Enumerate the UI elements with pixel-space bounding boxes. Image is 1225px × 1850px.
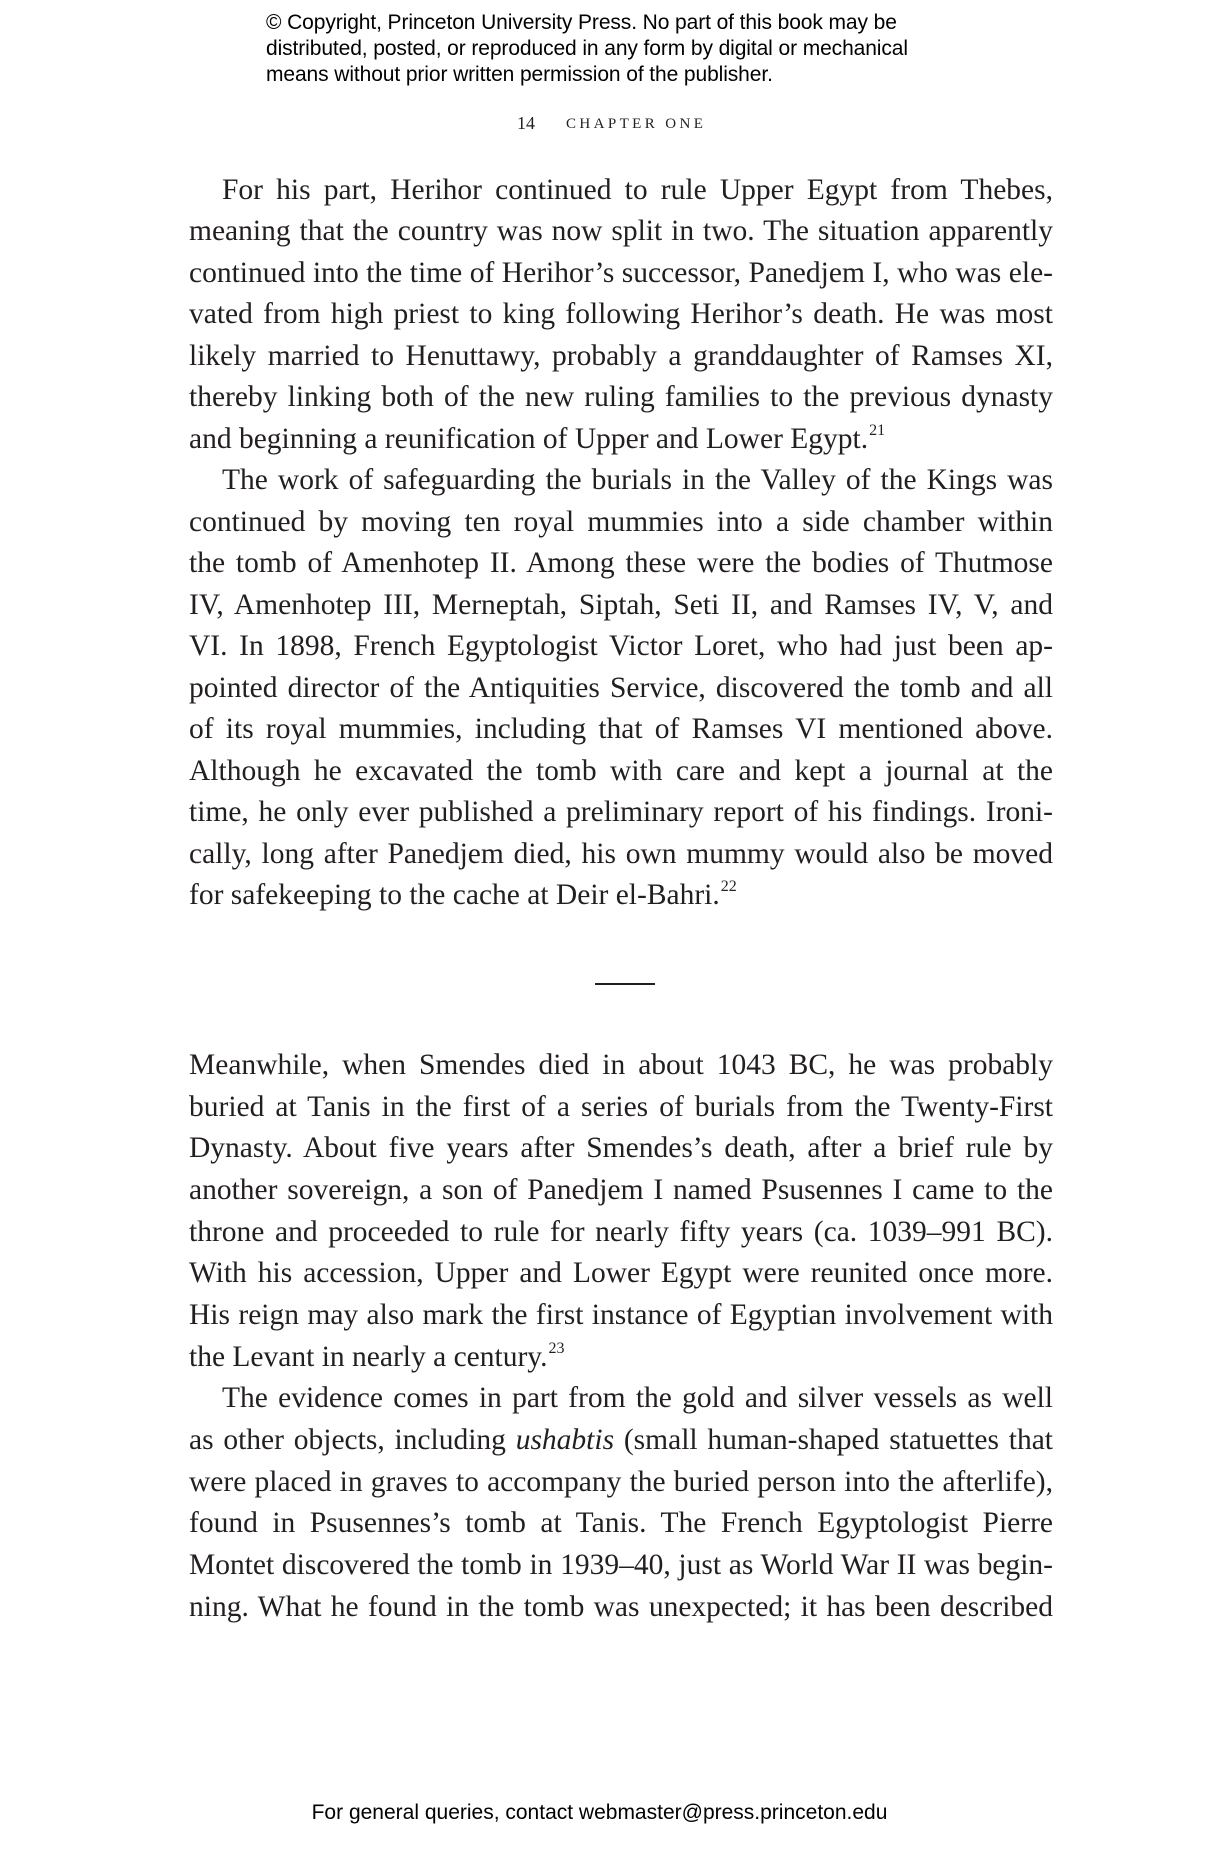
copyright-line: distributed, posted, or reproduced in any form by digital or mechanical: [266, 37, 908, 60]
footnote-ref-23[interactable]: 23: [548, 1340, 565, 1357]
footer-contact-text[interactable]: For general queries, contact webmaster@press.princeton.edu: [311, 1801, 888, 1824]
text-line: the tomb of Amenhotep II. Among these were the bodies of Thutmose: [189, 547, 1053, 579]
text-line-content: and beginning a reunification of Upper and Lower Egypt.: [189, 423, 869, 455]
text-line: another sovereign, a son of Panedjem I named Psusennes I came to the: [189, 1174, 1053, 1206]
text-line: VI. In 1898, French Egyptologist Victor Loret, who had just been ap-: [189, 630, 1053, 662]
text-line: ning. What he found in the tomb was unexpected; it has been described: [189, 1591, 1053, 1623]
text-line: cally, long after Panedjem died, his own mummy would also be moved: [189, 838, 1053, 870]
copyright-line: © Copyright, Princeton University Press. No part of this book may be: [266, 11, 897, 34]
text-line: The work of safeguarding the burials in the Valley of the Kings was: [222, 464, 1053, 496]
footnote-ref-22[interactable]: 22: [720, 878, 737, 895]
text-line: continued by moving ten royal mummies into a side chamber within: [189, 506, 1053, 538]
text-line: of its royal mummies, including that of Ramses VI mentioned above.: [189, 713, 1053, 745]
text-line: The evidence comes in part from the gold and silver vessels as well: [222, 1382, 1053, 1414]
copyright-notice: [266, 10, 908, 88]
text-segment: (small human-shaped statuettes that: [614, 1424, 1053, 1456]
text-line: For his part, Herihor continued to rule Upper Egypt from Thebes,: [222, 174, 1053, 206]
page-number: 14: [517, 113, 535, 133]
running-head: [0, 112, 1225, 134]
footer: [0, 1800, 1225, 1826]
section-break-rule: [595, 983, 655, 985]
text-line: [189, 879, 1053, 911]
text-line: vated from high priest to king following Herihor’s death. He was most: [189, 298, 1053, 330]
text-line: Dynasty. About five years after Smendes’s death, after a brief rule by: [189, 1132, 1053, 1164]
text-line: Although he excavated the tomb with care and kept a journal at the: [189, 755, 1053, 787]
text-line: Meanwhile, when Smendes died in about 1043 BC, he was probably: [189, 1049, 1053, 1081]
text-line: buried at Tanis in the first of a series of burials from the Twenty-First: [189, 1091, 1053, 1123]
text-line-content: the Levant in nearly a century.: [189, 1341, 548, 1373]
text-line-content: for safekeeping to the cache at Deir el-Bahri.: [189, 879, 720, 911]
text-line: found in Psusennes’s tomb at Tanis. The French Egyptologist Pierre: [189, 1507, 1053, 1539]
text-segment: as other objects, including: [189, 1424, 516, 1456]
text-line: [189, 1424, 1053, 1456]
text-line: [189, 1341, 1053, 1373]
text-line: meaning that the country was now split in two. The situation apparently: [189, 215, 1053, 247]
text-line: pointed director of the Antiquities Service, discovered the tomb and all: [189, 672, 1053, 704]
text-line: [189, 423, 1053, 455]
text-line: throne and proceeded to rule for nearly fifty years (ca. 1039–991 BC).: [189, 1216, 1053, 1248]
text-line: thereby linking both of the new ruling families to the previous dynasty: [189, 381, 1053, 413]
text-line: continued into the time of Herihor’s successor, Panedjem I, who was ele-: [189, 257, 1053, 289]
copyright-line: means without prior written permission of the publisher.: [266, 63, 773, 86]
text-line: IV, Amenhotep III, Merneptah, Siptah, Seti II, and Ramses IV, V, and: [189, 589, 1053, 621]
text-line: Montet discovered the tomb in 1939–40, just as World War II was begin-: [189, 1549, 1053, 1581]
chapter-title: CHAPTER ONE: [566, 116, 707, 132]
text-line: His reign may also mark the first instance of Egyptian involvement with: [189, 1299, 1053, 1331]
text-line: likely married to Henuttawy, probably a granddaughter of Ramses XI,: [189, 340, 1053, 372]
footnote-ref-21[interactable]: 21: [869, 422, 886, 439]
italic-term: ushabtis: [515, 1424, 615, 1456]
text-line: time, he only ever published a preliminary report of his findings. Ironi-: [189, 796, 1053, 828]
text-line: With his accession, Upper and Lower Egypt were reunited once more.: [189, 1257, 1053, 1289]
text-line: were placed in graves to accompany the buried person into the afterlife),: [189, 1466, 1053, 1498]
